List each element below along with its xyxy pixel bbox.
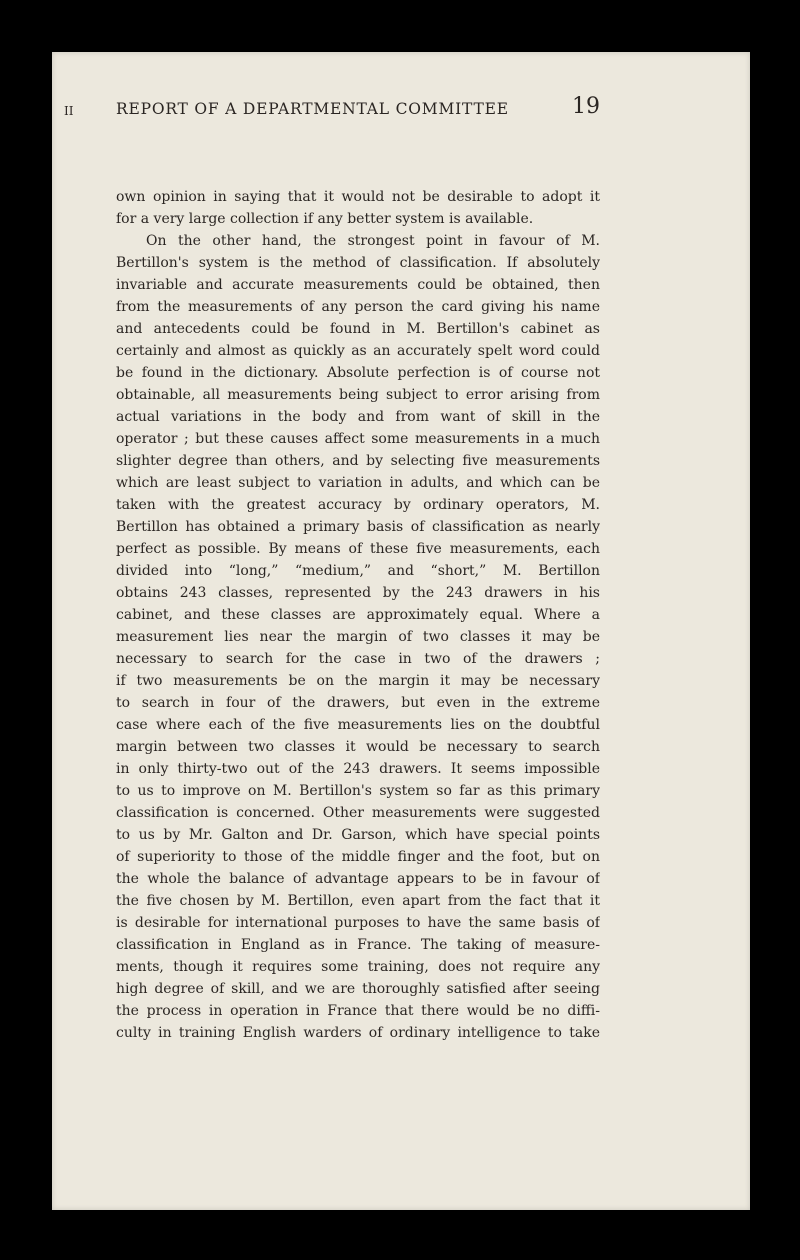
paragraph bbox=[116, 230, 600, 1044]
text-line: and antecedents could be found in M. Bertillon's cabinet as bbox=[116, 321, 600, 337]
text-line: perfect as possible. By means of these five measurements, each bbox=[116, 541, 600, 557]
text-line: to us to improve on M. Bertillon's system so far as this primary bbox=[116, 783, 600, 799]
text-line: of superiority to those of the middle finger and the foot, but on bbox=[116, 849, 600, 865]
paragraph bbox=[116, 186, 600, 230]
chapter-number: II bbox=[64, 104, 74, 118]
text-line: On the other hand, the strongest point in favour of M. bbox=[146, 233, 600, 249]
text-line: obtainable, all measurements being subject to error arising from bbox=[116, 387, 600, 403]
text-line: operator ; but these causes affect some measurements in a much bbox=[116, 431, 600, 447]
text-line: from the measurements of any person the card giving his name bbox=[116, 299, 600, 315]
text-line: is desirable for international purposes to have the same basis of bbox=[116, 915, 600, 931]
text-line: which are least subject to variation in adults, and which can be bbox=[116, 475, 600, 491]
text-line: the five chosen by M. Bertillon, even apart from the fact that it bbox=[116, 893, 600, 909]
page-number: 19 bbox=[572, 94, 600, 119]
text-line: classification is concerned. Other measurements were suggested bbox=[116, 805, 600, 821]
text-line: for a very large collection if any better system is available. bbox=[116, 211, 534, 227]
text-line: be found in the dictionary. Absolute perfection is of course not bbox=[116, 365, 600, 381]
text-line: high degree of skill, and we are thoroughly satisfied after seeing bbox=[116, 981, 600, 997]
running-title: REPORT OF A DEPARTMENTAL COMMITTEE bbox=[116, 100, 509, 118]
text-line: invariable and accurate measurements could be obtained, then bbox=[116, 277, 600, 293]
text-line: cabinet, and these classes are approximately equal. Where a bbox=[116, 607, 600, 623]
text-line: necessary to search for the case in two of the drawers ; bbox=[116, 651, 600, 667]
text-line: case where each of the five measurements lies on the doubtful bbox=[116, 717, 600, 733]
text-line: obtains 243 classes, represented by the 243 drawers in his bbox=[116, 585, 600, 601]
text-line: the process in operation in France that there would be no diffi- bbox=[116, 1003, 600, 1019]
text-line: slighter degree than others, and by selecting five measurements bbox=[116, 453, 600, 469]
text-line: Bertillon has obtained a primary basis of classification as nearly bbox=[116, 519, 600, 535]
text-line: divided into “long,” “medium,” and “short,” M. Bertillon bbox=[116, 563, 600, 579]
body-text bbox=[116, 186, 600, 1044]
text-line: if two measurements be on the margin it may be necessary bbox=[116, 673, 600, 689]
text-line: margin between two classes it would be necessary to search bbox=[116, 739, 600, 755]
text-line: measurement lies near the margin of two classes it may be bbox=[116, 629, 600, 645]
text-line: own opinion in saying that it would not be desirable to adopt it bbox=[116, 189, 600, 205]
text-line: actual variations in the body and from want of skill in the bbox=[116, 409, 600, 425]
text-line: culty in training English warders of ordinary intelligence to take bbox=[116, 1025, 600, 1041]
text-line: ments, though it requires some training, does not require any bbox=[116, 959, 600, 975]
text-line: to search in four of the drawers, but even in the extreme bbox=[116, 695, 600, 711]
text-line: taken with the greatest accuracy by ordinary operators, M. bbox=[116, 497, 600, 513]
text-line: in only thirty-two out of the 243 drawers. It seems impossible bbox=[116, 761, 600, 777]
text-line: Bertillon's system is the method of classification. If absolutely bbox=[116, 255, 600, 271]
text-line: the whole the balance of advantage appears to be in favour of bbox=[116, 871, 600, 887]
text-line: classification in England as in France. The taking of measure- bbox=[116, 937, 600, 953]
text-line: to us by Mr. Galton and Dr. Garson, which have special points bbox=[116, 827, 600, 843]
text-line: certainly and almost as quickly as an accurately spelt word could bbox=[116, 343, 600, 359]
running-header bbox=[64, 96, 600, 126]
